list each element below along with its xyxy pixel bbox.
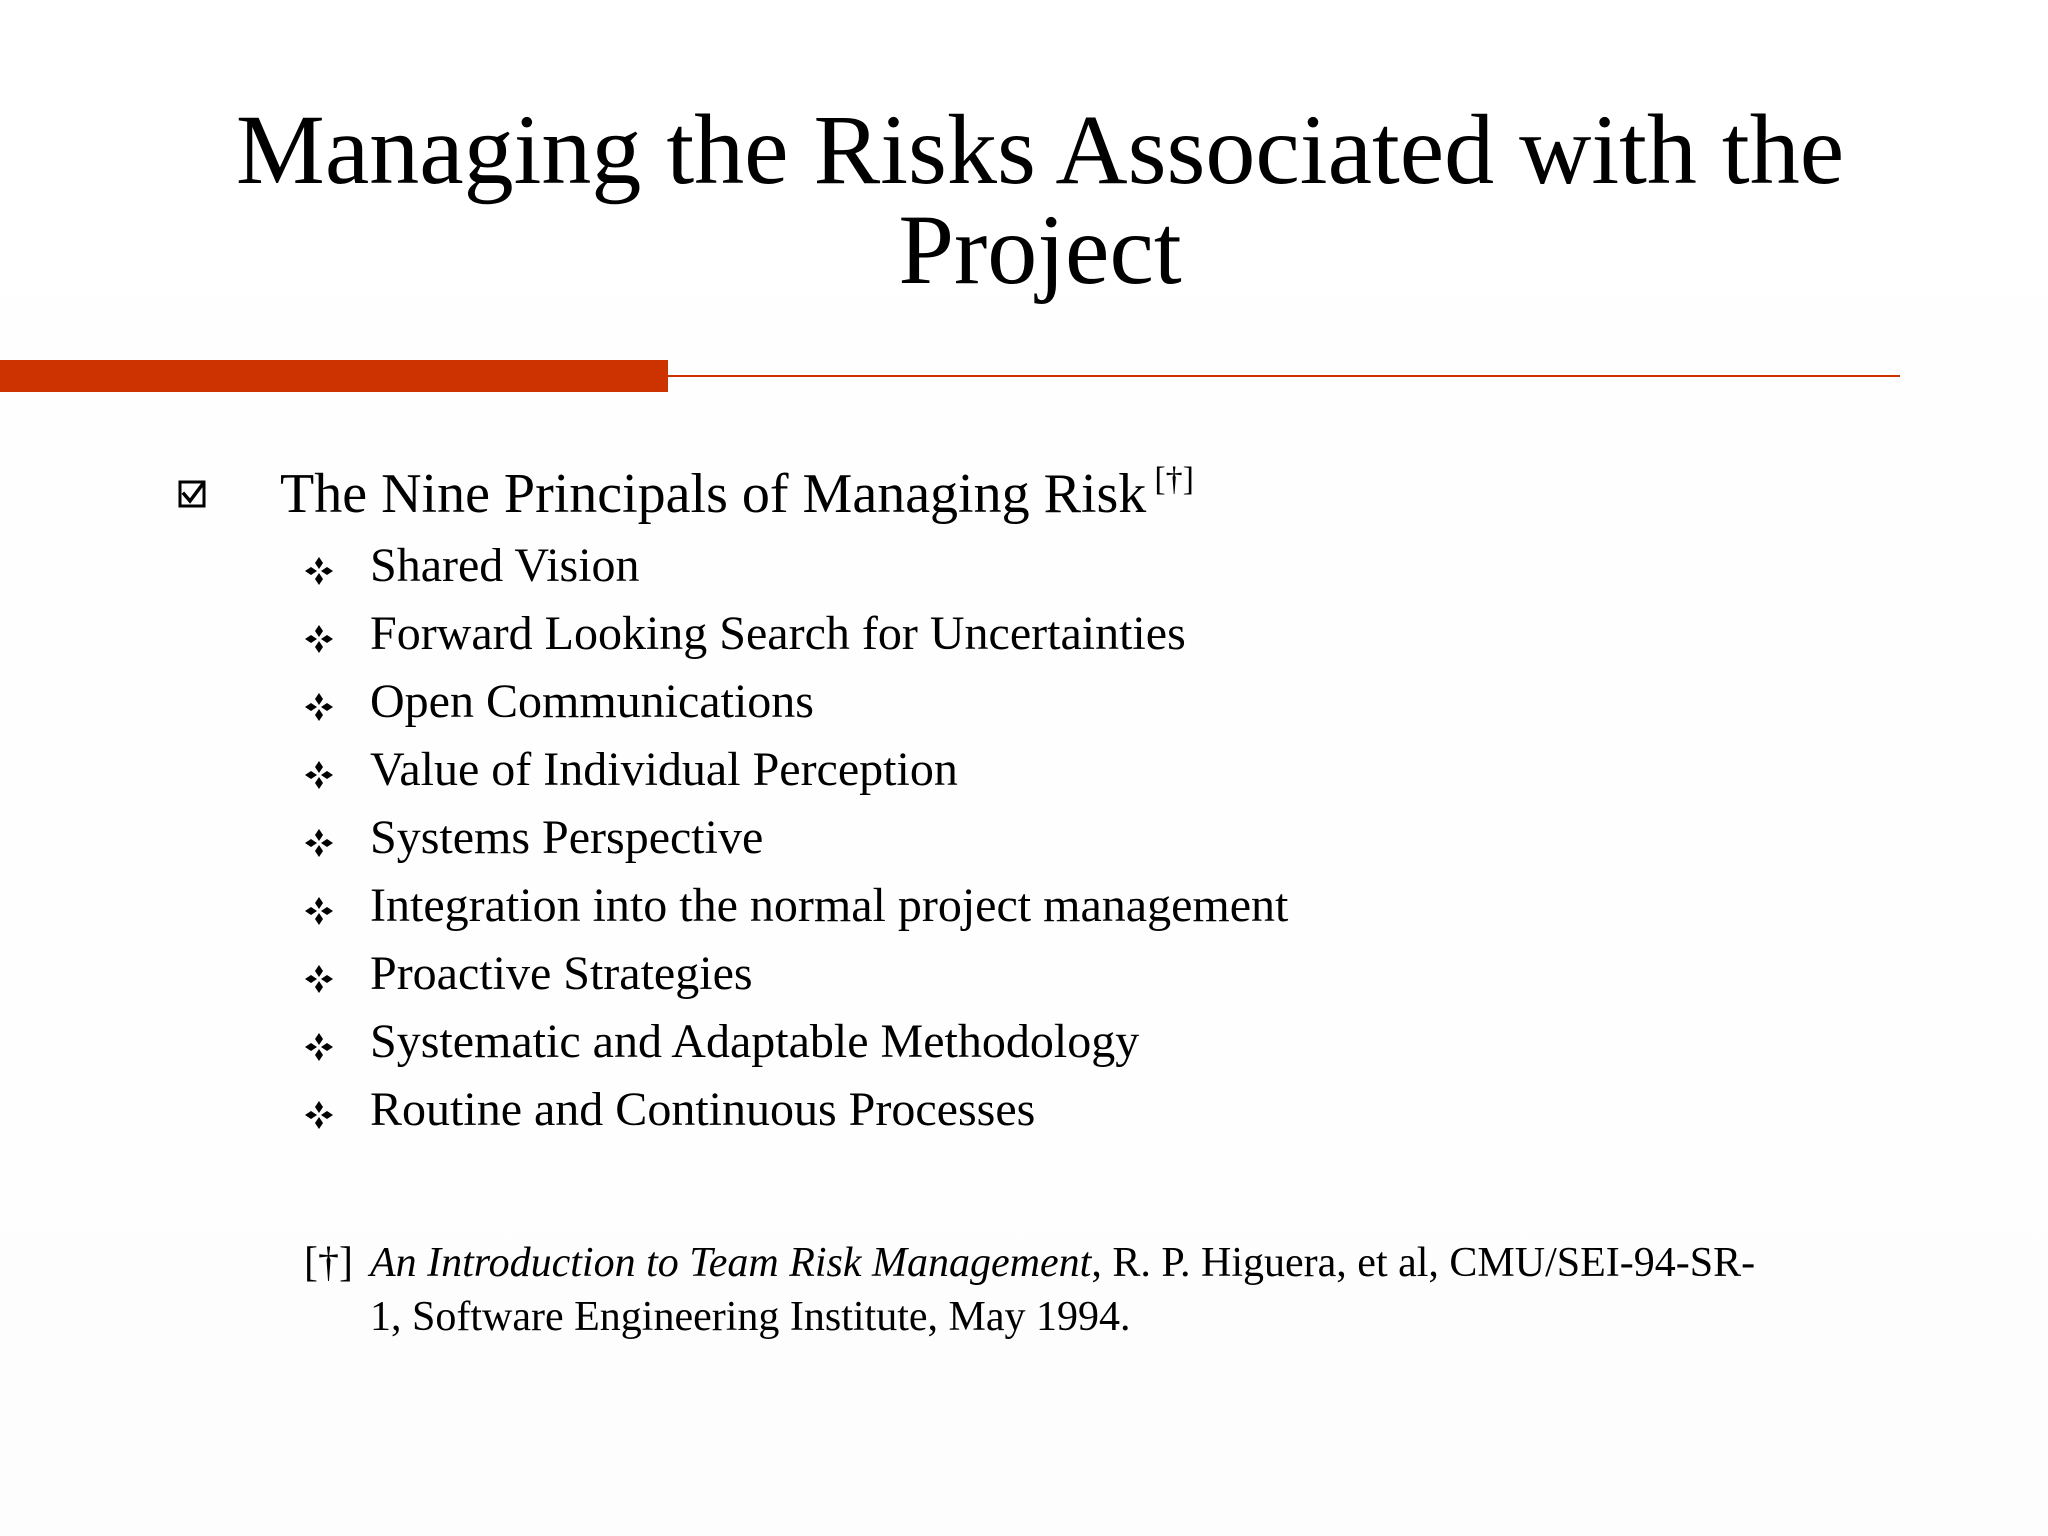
- diamond-bullet-icon: [304, 692, 334, 722]
- footnote-book-title: An Introduction to Team Risk Management: [370, 1240, 1092, 1286]
- diamond-bullet-icon: [304, 760, 334, 790]
- principle-text: Value of Individual Perception: [370, 743, 958, 796]
- footnote-mark: [†]: [304, 1240, 353, 1286]
- main-bullet-text: [280, 462, 1194, 526]
- footnote-line-1: [370, 1236, 1930, 1290]
- slide-title: [150, 94, 1930, 305]
- footnote-body: [370, 1236, 1930, 1344]
- diamond-bullet-icon: [304, 896, 334, 926]
- accent-divider-line: [668, 375, 1900, 377]
- footnote-reference: [†]: [1154, 461, 1194, 498]
- principle-text: Integration into the normal project management: [370, 879, 1289, 932]
- principle-text: Open Communications: [370, 675, 814, 728]
- principle-text: Routine and Continuous Processes: [370, 1083, 1036, 1136]
- accent-bar: [0, 360, 668, 392]
- footnote-citation: , R. P. Higuera, et al, CMU/SEI-94-SR-: [1091, 1240, 1756, 1286]
- diamond-bullet-icon: [304, 624, 334, 654]
- title-line-2: Project: [898, 194, 1182, 305]
- principle-text: Forward Looking Search for Uncertainties: [370, 607, 1186, 660]
- principle-text: Shared Vision: [370, 539, 640, 592]
- checkbox-checked-icon: [178, 480, 206, 508]
- principle-text: Proactive Strategies: [370, 947, 753, 1000]
- diamond-bullet-icon: [304, 556, 334, 586]
- main-bullet-label: The Nine Principals of Managing Risk: [280, 463, 1147, 525]
- diamond-bullet-icon: [304, 1100, 334, 1130]
- principle-text: Systematic and Adaptable Methodology: [370, 1015, 1140, 1068]
- diamond-bullet-icon: [304, 1032, 334, 1062]
- diamond-bullet-icon: [304, 964, 334, 994]
- footnote-line-2: 1, Software Engineering Institute, May 1994.: [370, 1294, 1131, 1340]
- principle-text: Systems Perspective: [370, 811, 764, 864]
- title-line-1: Managing the Risks Associated with the: [235, 94, 1845, 205]
- diamond-bullet-icon: [304, 828, 334, 858]
